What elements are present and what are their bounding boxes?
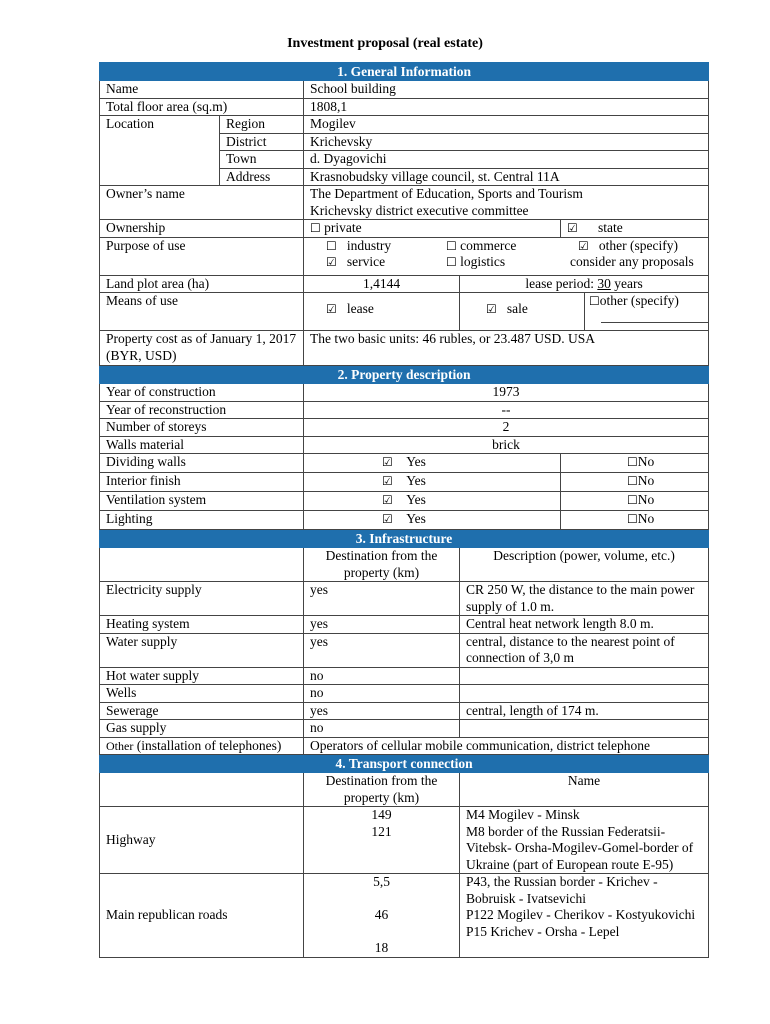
field-label: Ventilation system xyxy=(100,492,304,511)
row-other-telephones xyxy=(100,737,709,755)
field-value: yes xyxy=(304,702,460,720)
checked-box-icon[interactable]: ☑ xyxy=(382,512,393,526)
field-label: Ownership xyxy=(100,220,304,238)
route-list xyxy=(460,807,709,874)
row-wells xyxy=(100,685,709,703)
option-label: Yes xyxy=(406,454,426,469)
lease-period-prefix: lease period: xyxy=(525,275,598,291)
option-label: No xyxy=(637,492,655,507)
checked-box-icon[interactable]: ☑ xyxy=(326,302,337,316)
option-label: No xyxy=(637,511,655,526)
row-name xyxy=(100,81,709,99)
field-label: Total floor area (sq.m) xyxy=(100,98,304,116)
checked-box-icon[interactable]: ☑ xyxy=(578,238,589,253)
field-label: Town xyxy=(220,151,304,169)
row-electricity xyxy=(100,582,709,616)
means-sale-cell[interactable] xyxy=(460,293,585,331)
option-label: Yes xyxy=(406,492,426,507)
option-label: logistics xyxy=(460,254,506,269)
row-ventilation xyxy=(100,492,709,511)
field-desc xyxy=(460,720,709,738)
owner-line-1: The Department of Education, Sports and Tourism xyxy=(310,186,583,201)
section-header: 1. General Information xyxy=(100,63,709,81)
row-cost xyxy=(100,331,709,366)
section-infrastructure-header xyxy=(100,530,709,548)
option-label: private xyxy=(324,220,362,235)
other-small-label: Other xyxy=(106,738,134,753)
column-header: Description (power, volume, etc.) xyxy=(460,548,709,582)
route-name: P43, the Russian border - Krichev - Bobruisk - Ivatsevichi xyxy=(466,874,658,906)
field-label: Owner’s name xyxy=(100,186,304,220)
option-label: industry xyxy=(346,237,392,253)
field-value: 2 xyxy=(304,419,709,437)
field-value: 1973 xyxy=(304,384,709,402)
column-header: Destination from the property (km) xyxy=(304,773,460,807)
no-cell[interactable] xyxy=(561,492,709,511)
field-value: 1,4144 xyxy=(304,275,460,293)
row-highway xyxy=(100,807,709,874)
checked-box-icon[interactable]: ☑ xyxy=(567,221,578,235)
purpose-note: consider any proposals xyxy=(570,254,694,269)
row-interior-finish xyxy=(100,473,709,492)
field-value: School building xyxy=(304,81,709,99)
unchecked-box-icon[interactable]: ☐ xyxy=(310,221,321,235)
page-title: Investment proposal (real estate) xyxy=(287,36,483,51)
unchecked-box-icon[interactable]: ☐ xyxy=(589,294,600,308)
route-name: P15 Krichev - Orsha - Lepel xyxy=(466,923,620,939)
field-value: yes xyxy=(304,633,460,667)
row-walls-material xyxy=(100,436,709,454)
unchecked-box-icon[interactable]: ☐ xyxy=(627,512,638,526)
field-value: Krichevsky xyxy=(304,133,709,151)
field-value: 1808,1 xyxy=(304,98,709,116)
other-specify-blank[interactable] xyxy=(601,310,709,323)
field-label: Number of storeys xyxy=(100,419,304,437)
lease-period-years: 30 xyxy=(597,275,611,291)
option-label: state xyxy=(598,220,623,235)
field-value: no xyxy=(304,685,460,703)
section-property-header xyxy=(100,366,709,384)
route-list xyxy=(460,874,709,958)
option-label: Yes xyxy=(406,511,426,526)
unchecked-box-icon[interactable]: ☐ xyxy=(446,255,457,269)
option-label: sale xyxy=(506,301,528,316)
field-value: Krasnobudsky village council, st. Central 11A xyxy=(304,168,709,186)
field-label: Land plot area (ha) xyxy=(100,275,304,293)
field-value xyxy=(304,186,709,220)
row-hot-water xyxy=(100,667,709,685)
column-header: Destination from the property (km) xyxy=(304,548,460,582)
field-label: Wells xyxy=(100,685,304,703)
means-other-cell[interactable] xyxy=(585,293,709,331)
field-label: Dividing walls xyxy=(100,454,304,473)
route-name: P122 Mogilev - Cherikov - Kostyukovichi xyxy=(466,907,696,922)
infra-col-headers xyxy=(100,548,709,582)
row-water xyxy=(100,633,709,667)
row-lighting xyxy=(100,511,709,530)
unchecked-box-icon[interactable]: ☐ xyxy=(446,238,457,253)
option-label: commerce xyxy=(460,237,517,253)
yes-cell[interactable] xyxy=(304,473,561,492)
row-ownership xyxy=(100,220,709,238)
field-label: Hot water supply xyxy=(100,667,304,685)
field-value: brick xyxy=(304,436,709,454)
row-dividing-walls xyxy=(100,454,709,473)
lease-period xyxy=(460,275,709,293)
field-desc xyxy=(460,685,709,703)
field-label: Water supply xyxy=(100,633,304,667)
field-label: Year of construction xyxy=(100,384,304,402)
unchecked-box-icon[interactable]: ☐ xyxy=(627,493,638,507)
section-general-header xyxy=(100,63,709,81)
row-heating xyxy=(100,616,709,634)
field-value: The two basic units: 46 rubles, or 23.487 USD. USA xyxy=(304,331,709,366)
unchecked-box-icon[interactable]: ☐ xyxy=(627,474,638,488)
distance-value: 149 xyxy=(371,807,392,822)
field-label: Highway xyxy=(100,807,304,874)
distance-value: 46 xyxy=(374,907,389,922)
row-main-roads xyxy=(100,874,709,958)
option-label: No xyxy=(637,454,655,469)
row-storeys xyxy=(100,419,709,437)
field-label: Sewerage xyxy=(100,702,304,720)
option-label: lease xyxy=(346,301,374,316)
checked-box-icon[interactable]: ☑ xyxy=(382,455,393,469)
investment-form-table xyxy=(99,62,709,958)
field-label: Walls material xyxy=(100,436,304,454)
column-header: Name xyxy=(460,773,709,807)
field-label: Gas supply xyxy=(100,720,304,738)
option-label: service xyxy=(346,254,386,269)
field-desc: Central heat network length 8.0 m. xyxy=(460,616,709,634)
distance-value: 121 xyxy=(371,823,392,839)
unchecked-box-icon[interactable]: ☐ xyxy=(627,455,638,469)
empty-cell xyxy=(100,548,304,582)
row-floor-area xyxy=(100,98,709,116)
field-value: -- xyxy=(304,401,709,419)
purpose-options xyxy=(304,237,709,275)
field-label: District xyxy=(220,133,304,151)
option-label: Yes xyxy=(406,473,426,488)
row-sewerage xyxy=(100,702,709,720)
field-label: Name xyxy=(100,81,304,99)
ownership-private-cell[interactable] xyxy=(304,220,561,238)
transport-col-headers xyxy=(100,773,709,807)
row-land-area xyxy=(100,275,709,293)
field-desc: central, distance to the nearest point of connection of 3,0 m xyxy=(460,633,709,667)
distance-list xyxy=(304,807,460,874)
empty-cell xyxy=(100,773,304,807)
yes-cell[interactable] xyxy=(304,454,561,473)
route-name: M8 border of the Russian Federatsii-Vitebsk- Orsha-Mogilev-Gomel-border of Ukraine (part of European route E-95) xyxy=(466,823,694,872)
row-purpose xyxy=(100,237,709,275)
lease-period-suffix: years xyxy=(610,275,643,291)
field-label: Interior finish xyxy=(100,473,304,492)
unchecked-box-icon[interactable]: ☐ xyxy=(326,238,337,253)
field-value: Mogilev xyxy=(304,116,709,134)
field-value: no xyxy=(304,720,460,738)
field-label: Electricity supply xyxy=(100,582,304,616)
field-label xyxy=(100,737,304,755)
option-label: No xyxy=(637,473,655,488)
field-value: no xyxy=(304,667,460,685)
distance-value: 5,5 xyxy=(373,874,390,889)
location-label: Location xyxy=(100,116,220,186)
ownership-state-cell[interactable] xyxy=(561,220,709,238)
yes-cell[interactable] xyxy=(304,511,561,530)
section-header: 4. Transport connection xyxy=(100,755,709,773)
row-gas xyxy=(100,720,709,738)
yes-cell[interactable] xyxy=(304,492,561,511)
row-means xyxy=(100,293,709,331)
section-transport-header xyxy=(100,755,709,773)
row-owner xyxy=(100,186,709,220)
row-year-construction xyxy=(100,384,709,402)
field-label: Heating system xyxy=(100,616,304,634)
checked-box-icon[interactable]: ☑ xyxy=(382,493,393,507)
field-label: Lighting xyxy=(100,511,304,530)
route-name: M4 Mogilev - Minsk xyxy=(466,807,580,822)
distance-value: 18 xyxy=(374,940,389,955)
owner-line-2: Krichevsky district executive committee xyxy=(310,202,529,218)
section-header: 3. Infrastructure xyxy=(100,530,709,548)
distance-list xyxy=(304,874,460,958)
field-label: Region xyxy=(220,116,304,134)
field-value: d. Dyagovichi xyxy=(304,151,709,169)
checked-box-icon[interactable]: ☑ xyxy=(326,255,337,269)
checked-box-icon[interactable]: ☑ xyxy=(486,302,497,316)
field-label: Means of use xyxy=(100,293,304,331)
field-desc xyxy=(460,667,709,685)
option-label: other (specify) xyxy=(599,293,679,308)
field-label: Year of reconstruction xyxy=(100,401,304,419)
field-value: yes xyxy=(304,582,460,616)
field-label: Main republican roads xyxy=(100,874,304,958)
field-label: Purpose of use xyxy=(100,237,304,275)
means-lease-cell[interactable] xyxy=(304,293,460,331)
row-year-reconstruction xyxy=(100,401,709,419)
field-label: Address xyxy=(220,168,304,186)
field-label: Property cost as of January 1, 2017 (BYR, USD) xyxy=(100,331,304,366)
option-label: other (specify) xyxy=(598,237,678,253)
field-value: Operators of cellular mobile communication, district telephone xyxy=(304,737,709,755)
other-label-rest: (installation of telephones) xyxy=(133,737,282,753)
checked-box-icon[interactable]: ☑ xyxy=(382,474,393,488)
no-cell[interactable] xyxy=(561,473,709,492)
row-region xyxy=(100,116,709,134)
field-desc: central, length of 174 m. xyxy=(460,702,709,720)
field-value: yes xyxy=(304,616,460,634)
no-cell[interactable] xyxy=(561,454,709,473)
no-cell[interactable] xyxy=(561,511,709,530)
field-desc: CR 250 W, the distance to the main power supply of 1.0 m. xyxy=(460,582,709,616)
section-header: 2. Property description xyxy=(100,366,709,384)
